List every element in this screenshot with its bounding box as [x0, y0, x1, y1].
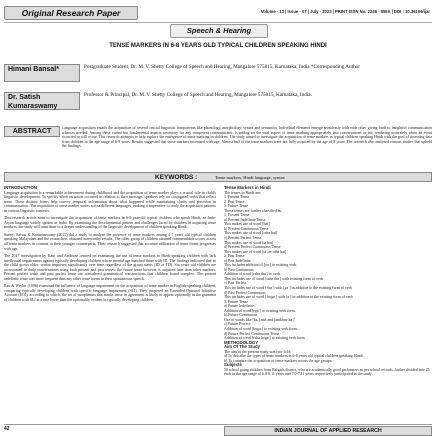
- list-item: d) Present Perfect Continuous Tense: [224, 245, 281, 250]
- abstract-section: [4, 126, 432, 170]
- list-item: Addition of word [raha tha ] to verb.: [224, 272, 281, 277]
- section-heading: Subjects: [224, 362, 242, 368]
- keywords-label: KEYWORDS :: [155, 174, 198, 181]
- list-item: The aim of the present study was two-fold:: [224, 349, 291, 354]
- list-item: b) To compare the acquisition of tense markers across the age groups.: [224, 358, 333, 363]
- list-item: b) Past Continuous: [224, 267, 254, 272]
- list-item: c) Past Perfect: [224, 281, 247, 286]
- section-heading: METHODOLOGY: [224, 339, 259, 345]
- journal-name: INDIAN JOURNAL OF APPLIED RESEARCH: [224, 426, 432, 436]
- paper-title: TENSE MARKERS IN 6-8 YEARS OLD TYPICAL CHILDREN SPEAKING HINDI: [109, 43, 327, 49]
- list-item: Addition of word [hoga ] to existing verb form.: [224, 326, 298, 331]
- author-affiliation: Postgraduate Student, Dr. M. V. Shetty College of Speech and Hearing, Mangalore 575015, Karnataka, India *Corresponding Author: [84, 64, 360, 70]
- paragraph: This research article aims to investigate the acquisition of tense markers in 6-8-year-old typical children who speak Hindi, an Indo-Aryan language widely spoken in India. By examining the developmental pattern and challenges faced by children in acquiring tense markers, the study will contribute to a deeper understanding of the linguistic development of children speaking Hindi.: [4, 216, 216, 230]
- keywords-bar: [4, 172, 432, 182]
- list-item: a) Present Indefinite Tense: [224, 217, 266, 222]
- list-item: 2. Past Tense: [224, 254, 245, 259]
- list-item: 1. Present Tense: [224, 195, 250, 200]
- section-heading: INTRODUCTION: [4, 185, 37, 190]
- list-item: This includes use of word [ tha ] with [ya ] in addition to the existing form of verb: [224, 286, 352, 291]
- issue-meta: Volume - 13 | Issue - 07 | July - 2023 | PRINT ISSN No. 2249 - 555X | DOI : 10.36106/ijar: [260, 9, 430, 14]
- list-item: This makes use of word [raha hai]: [224, 231, 278, 236]
- author-row: [4, 92, 432, 112]
- paragraph: The 2017 investigation by Kaur and Ambrose centred on examining the use of tense markers in Hindi-speaking children with lack intellectual impairments against typically developing children whose mental age matched those with ID. The findings indicated that as the child grows older, syntax improves significantly over time regardless of the group status (ID or TD). Six years old children are accustomed to daily conversations using both present and past tenses; the future tense however is acquired later than other markers. Present perfect tense and past perfect tense are considered grammatical constructions that children found complex. The present indefinite tense was more frequent than any other tense forms in their spontaneous speech.: [4, 254, 216, 281]
- journal-header: [0, 6, 436, 18]
- section-heading: Aim Of The Study: [224, 344, 261, 350]
- list-item: 2. Past Tense: [224, 199, 245, 204]
- list-item: These tenses are further classified as:: [224, 208, 283, 213]
- list-item: This makes use of word [ta hai]: [224, 240, 274, 245]
- author-affiliation: Professor & Principal, Dr. M. V. Shetty College of Speech and Hearing, Mangalore 575015, Karnataka, India.: [84, 92, 312, 98]
- list-item: This makes use of word [hai]: [224, 222, 270, 227]
- list-item: 3. Future Tense: [224, 204, 248, 209]
- list-item: This includes use of word [raha tha ] with existing form of verb: [224, 276, 323, 281]
- author-name: Dr. Satish Kumaraswamy: [4, 92, 80, 110]
- list-item: This includes use of word [ hoga ] with [a ] in addition to the existing form of verb: [224, 295, 353, 300]
- paragraph: Sunny, Savari & Kumaraswamy (2015) did a study to analyze the presence of tense markers among 4-7 years old typical children speaking Malayalam and the researchers obtained noteworthy results. The older group of children attained commendable scores across all tense markers in contrast to their younger counterparts. Their research suggested that accurate utilization of tense forms progresses with age.: [4, 232, 216, 251]
- list-item: d) Future Perfect Continuous Tense: [224, 331, 280, 336]
- list-item: Addition of word [raha hoga ] to existing verb form.: [224, 336, 306, 341]
- list-item: b) Present Continuous Tense: [224, 226, 269, 231]
- list-item: 3. Future Tense: [224, 299, 248, 304]
- list-item: Use of words like [ka ] and and [ambhav ka ]: [224, 317, 295, 322]
- list-item: This includes addition of [ya ] to existing verb.: [224, 263, 298, 268]
- page-number: 42: [4, 426, 10, 432]
- right-column: [224, 186, 432, 377]
- list-item: Addition of word [ega ] to existing verb form.: [224, 308, 296, 313]
- page-footer: [4, 424, 432, 435]
- list-item: d) Past Perfect Continuous: [224, 290, 266, 295]
- list-item: a) To describe the types of tense markers in 6-8 years old typical children speaking Hindi: [224, 354, 363, 359]
- header-divider: [4, 22, 432, 23]
- author-name: Himani Bansal*: [4, 64, 80, 82]
- list-item: c) Future Perfect: [224, 322, 251, 327]
- paragraph: Language acquisition is a remarkable achievement during childhood and the acquisition of tense marker plays a crucial role in child's linguistic development. To specify when an action occurred in relation to their message, speakers rely on conjugated verbs that reflect tense. These distinct forms help convey temporal information about what happened while maintaining clarity and precision in communication. The acquisition of tense marker varies across different languages, making it imperative to study the acquisition patterns in various linguistic contexts.: [4, 190, 216, 213]
- section-badge: Speech & Hearing: [170, 24, 268, 38]
- list-item: 1. Present Tense: [224, 213, 250, 218]
- section-heading: Tense Markers in Hindi: [224, 185, 271, 190]
- left-column: [4, 186, 216, 306]
- paragraph: Rao & Wrylor (1996) examined the influence of language impairment on the acquisition of tense marker in English-speaking children, comparing typically developing children with specific language impairment (SLI). They proposed an Extended Optional Infinitive Account (EOI), according to which, the set of morphemes that marks tense or agreement is likely to appear optionally in the grammar of children with SLI at a rate lower than the optionality evident in typically developing children.: [4, 284, 216, 303]
- article-type-badge: Original Research Paper: [4, 6, 138, 20]
- list-item: 50 school going children from Raigarh district, who are academically good performers as per school records, further divided into 25 each in the age range of 6.0-6.11 years and 7.0-7.11 years respectively participated in the study.: [224, 367, 430, 377]
- list-item: c) Present Perfect Tense: [224, 236, 262, 241]
- list-item: a) Past Indefinite: [224, 258, 251, 263]
- abstract-text: Language acquisition entails the acquisition of several crucial linguistic components like phonology, morphology, syntax and semantics. Individual elements emerge seamlessly with each other giving birth to insightful communication when/as needed. Among these varied but fundamental aspects necessary for any competent communicator, is adding on the vital aspect of tense marking appropriately into conversations or text rendering accurately when an event occurred or will occur. This research attempts to help explore the emergence of tense marking in children. The study aimed to investigate the acquisition of tense markers in typical children speaking Hindi with the goal of assessing data from children in the age range of 6-8 years. Results suggested that tense markers increased with age. Almost half of the tense markers were not fully acquired by the age of 8 years. The research also analyzed various studies that upheld the findings.: [62, 126, 432, 149]
- list-item: The tenses in Hindi are:: [224, 190, 262, 195]
- list-item: b) Future Continuous: [224, 313, 258, 318]
- abstract-label: ABSTRACT: [4, 126, 60, 137]
- keywords-text: Tense markers, Hindi language, syntax: [215, 175, 285, 180]
- list-item: a) Future Indefinite: [224, 304, 255, 309]
- author-row: [4, 64, 432, 84]
- list-item: This makes use of word [ta ,ae raha hai]: [224, 249, 287, 254]
